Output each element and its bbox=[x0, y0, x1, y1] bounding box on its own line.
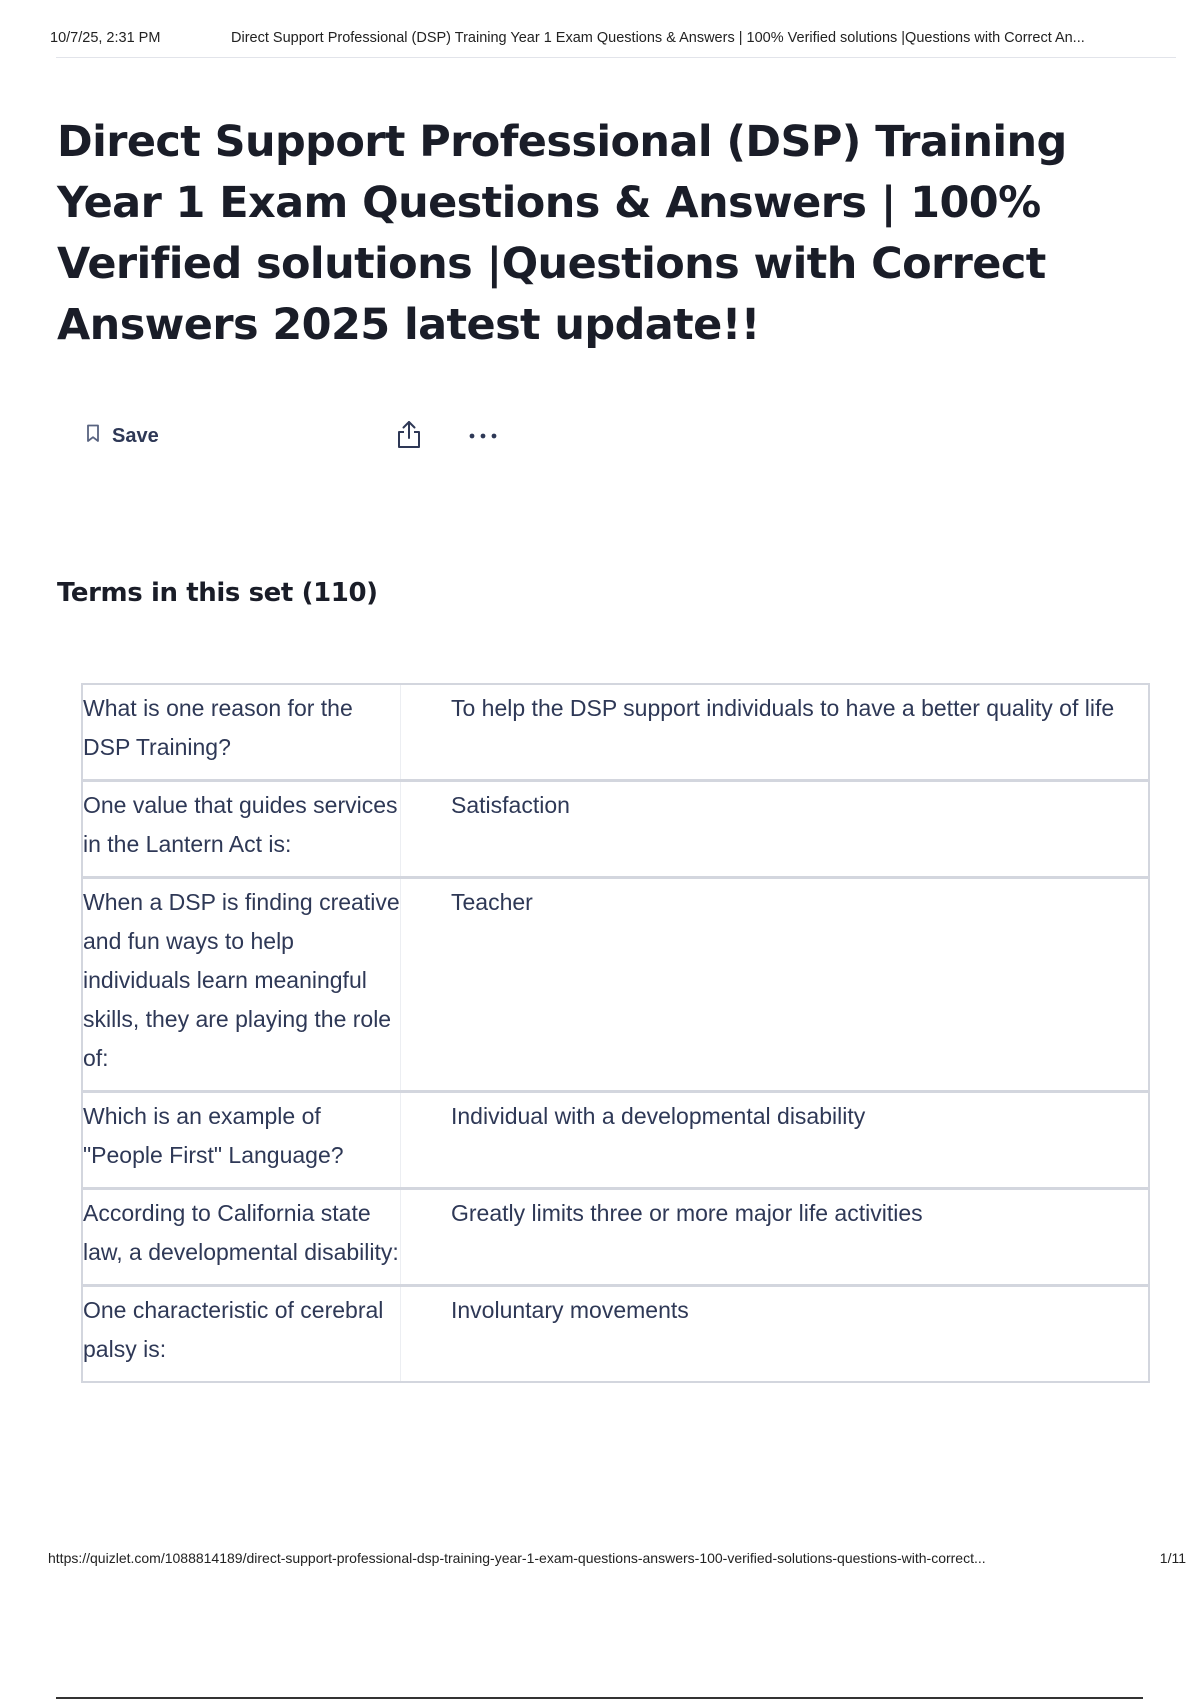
save-label: Save bbox=[112, 424, 159, 447]
save-button[interactable] bbox=[86, 418, 159, 454]
more-options-icon bbox=[468, 427, 498, 445]
page-divider bbox=[56, 1697, 1143, 1699]
page-title: Direct Support Professional (DSP) Training Year 1 Exam Questions & Answers | 100% Verified solutions |Questions with Correct Answers 2025 latest update!! bbox=[57, 117, 1067, 350]
term-text: One value that guides services in the Lantern Act is: bbox=[83, 782, 401, 876]
term-text: One characteristic of cerebral palsy is: bbox=[83, 1287, 401, 1381]
definition-text: Greatly limits three or more major life activities bbox=[451, 1200, 923, 1226]
print-doc-title: Direct Support Professional (DSP) Training Year 1 Exam Questions & Answers | 100% Verified solutions |Questions with Correct An... bbox=[231, 30, 1085, 46]
print-datetime: 10/7/25, 2:31 PM bbox=[50, 30, 161, 46]
definition-text: Involuntary movements bbox=[451, 1297, 689, 1323]
definition-text: Satisfaction bbox=[451, 792, 570, 818]
page-url: https://quizlet.com/1088814189/direct-support-professional-dsp-training-year-1-exam-questions-answers-100-verified-solutions-questions-with-correct... bbox=[48, 1550, 986, 1566]
share-button[interactable] bbox=[396, 418, 422, 454]
share-icon bbox=[396, 419, 422, 454]
definition-text: To help the DSP support individuals to have a better quality of life bbox=[451, 695, 1115, 721]
definition-text: Teacher bbox=[451, 889, 533, 915]
term-row bbox=[83, 1190, 1148, 1287]
print-header bbox=[50, 30, 1176, 50]
page-number: 1/11 bbox=[1159, 1550, 1186, 1566]
action-bar bbox=[86, 418, 526, 454]
terms-heading: Terms in this set (110) bbox=[57, 578, 378, 608]
header-divider bbox=[56, 57, 1176, 58]
term-row bbox=[83, 685, 1148, 782]
term-text: Which is an example of "People First" Language? bbox=[83, 1093, 401, 1187]
term-row bbox=[83, 1093, 1148, 1190]
terms-table bbox=[81, 683, 1150, 1383]
print-footer bbox=[48, 1550, 1186, 1570]
term-text: When a DSP is finding creative and fun ways to help individuals learn meaningful skills, they are playing the role of: bbox=[83, 879, 401, 1090]
definition-text: Individual with a developmental disability bbox=[451, 1103, 866, 1129]
bookmark-icon bbox=[86, 424, 100, 449]
term-row bbox=[83, 879, 1148, 1093]
term-text: According to California state law, a developmental disability: bbox=[83, 1190, 401, 1284]
more-options-button[interactable] bbox=[468, 418, 498, 454]
term-row bbox=[83, 782, 1148, 879]
term-row bbox=[83, 1287, 1148, 1381]
term-text: What is one reason for the DSP Training? bbox=[83, 685, 401, 779]
